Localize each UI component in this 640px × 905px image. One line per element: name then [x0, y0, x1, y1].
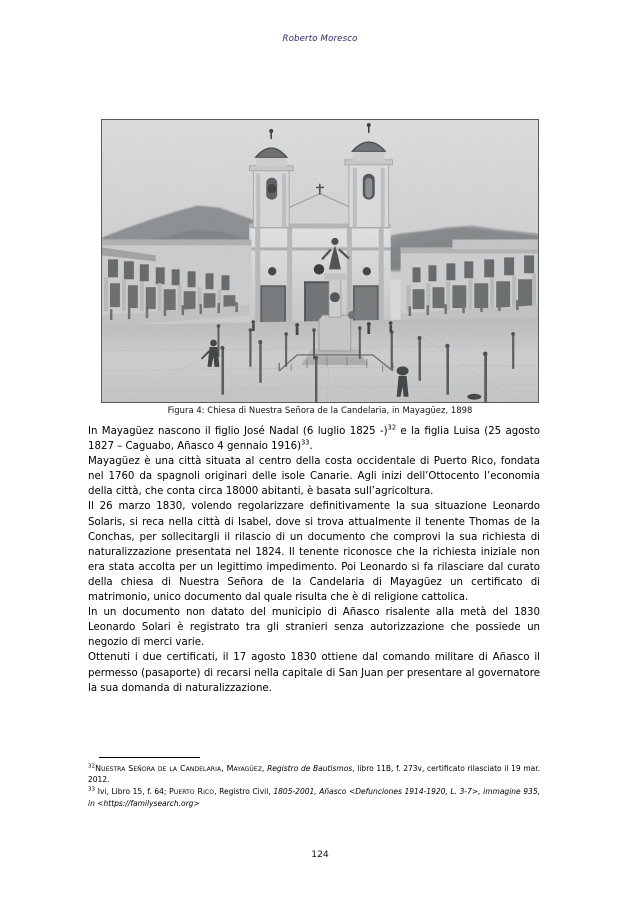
text-run: Ivi, Libro 15, f. 64; [95, 787, 170, 797]
figure-caption: Figura 4: Chiesa di Nuestra Señora de la Candelaria, in Mayagüez, 1898 [167, 405, 473, 415]
paragraph-1 [88, 424, 540, 454]
text-run: , libro 11B, f. 273v, certificato rilasciato il 19 mar. 2012. [88, 764, 540, 785]
text-run: Mayagüez è una città situata al centro della costa occidentale di Puerto Rico, fondata nel 1760 da spagnoli originari delle isole Canarie. Agli inizi dell’Ottocento l’economia della città, che conta circa 18000 abitanti, è basata sull’agricoltura. [88, 456, 540, 498]
italic-run: Registro de Bautismos [267, 764, 353, 773]
footnote-33 [88, 786, 540, 808]
figure-frame [101, 119, 539, 403]
text-run: . [309, 441, 313, 453]
text-run: In Mayagüez nascono il figlio José Nadal (6 luglio 1825 -) [88, 426, 388, 437]
body-text [88, 424, 540, 696]
footnote-number: 33 [88, 786, 96, 793]
paragraph-3 [88, 499, 540, 605]
text-run: e la figlia Luisa (25 agosto 1827 – Caguabo, Añasco 4 gennaio 1916) [88, 426, 540, 453]
paragraph-5 [88, 650, 540, 695]
figure-container [101, 119, 539, 403]
text-run: , [262, 764, 268, 773]
smallcaps-run: Nuestra Señora de la Candelaria, Mayagüez [95, 764, 263, 773]
footnotes [88, 763, 540, 810]
text-run: , Registro Civil, [214, 787, 274, 797]
footnote-marker: 33 [301, 438, 310, 447]
historical-photograph [102, 120, 538, 403]
footnote-marker: 32 [387, 423, 397, 432]
text-run: In un documento non datato del municipio di Añasco risalente alla metà del 1830 Leonardo Solari è registrato tra gli stranieri senza autorizzazione che possiede un negozio di merci varie. [88, 607, 540, 649]
footnote-number: 32 [88, 763, 96, 770]
running-head: Roberto Moresco [282, 34, 358, 44]
page-number: 124 [311, 849, 329, 860]
text-run: Ottenuti i due certificati, il 17 agosto 1830 ottiene dal comando militare di Añasco il permesso (pasaporte) di recarsi nella capitale di San Juan per presentare al governatore la sua domanda di naturalizzazione. [88, 652, 540, 694]
paragraph-4 [88, 605, 540, 650]
italic-run: 1805-2001, Añasco <Defunciones 1914-1920, L. 3-7>, immagine 935, in <https://familysearch.org> [88, 787, 540, 808]
text-run: Il 26 marzo 1830, volendo regolarizzare definitivamente la sua situazione Leonardo Solaris, si reca nella città di Isabel, dove si trova attualmente il tenente Thomas de la Conchas, per sollecitargli il rilascio di un documento che comprovi la sua richiesta di naturalizzazione presentata nel 1824. Il tenente riconosce che la richiesta iniziale non era stata accolta per un legittimo impedimento. Poi Leonardo si fa rilasciare dal curato della chiesa di Nuestra Señora de la Candelaria di Mayagüez un certificato di matrimonio, unico documento dal quale risulta che è di religione cattolica. [88, 501, 540, 604]
footnote-separator [99, 757, 200, 758]
footnote-32 [88, 763, 540, 785]
paragraph-2 [88, 454, 540, 499]
smallcaps-run: Puerto Rico [169, 787, 215, 797]
